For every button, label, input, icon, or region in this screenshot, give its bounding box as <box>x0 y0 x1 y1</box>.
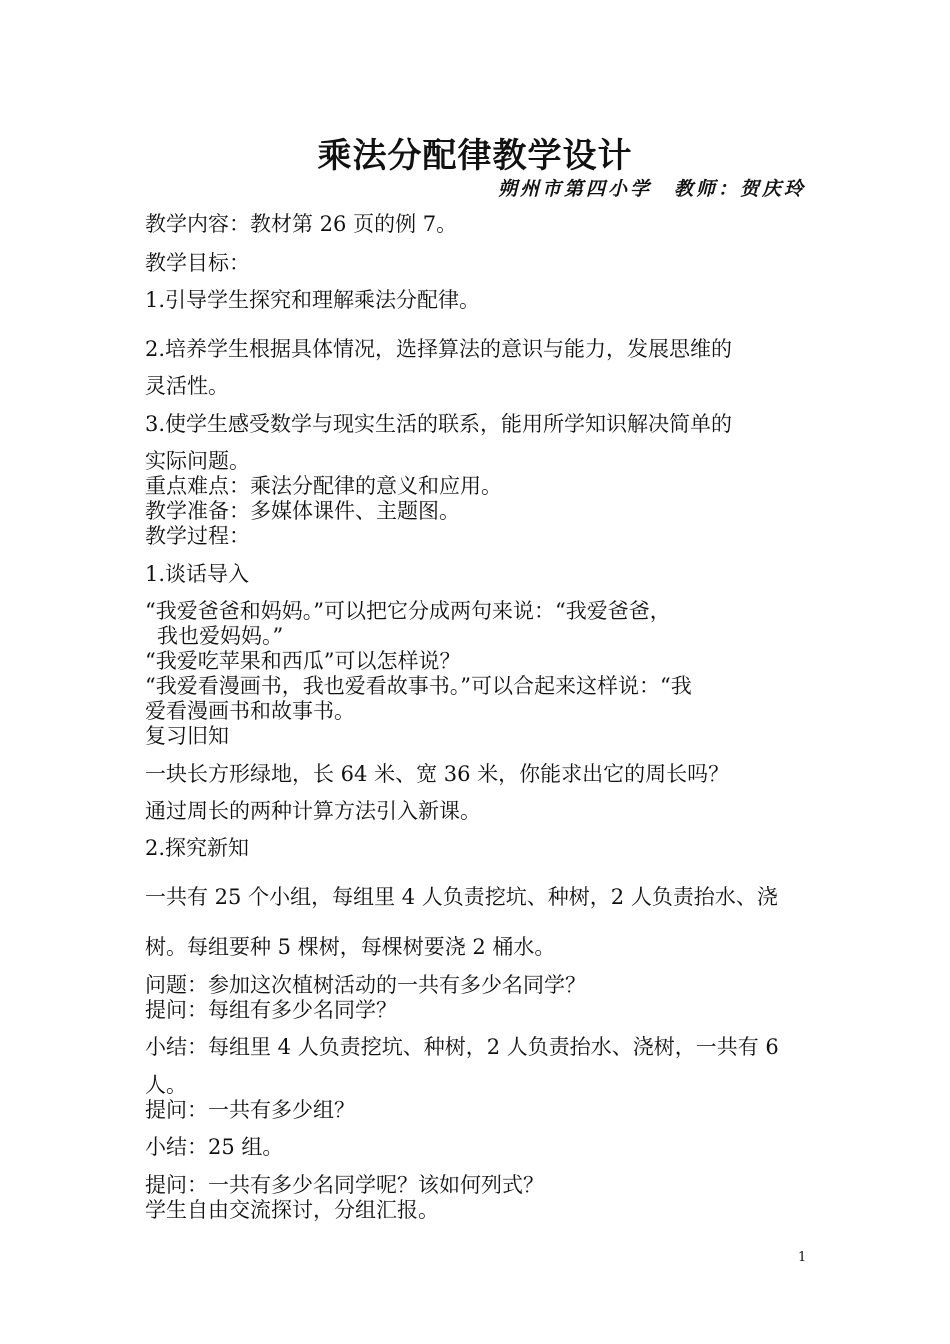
text-line: “我爱看漫画书，我也爱看故事书。”可以合起来这样说：“我 <box>145 674 692 698</box>
text-line: 小结：25 组。 <box>145 1135 284 1159</box>
text-line: 教学过程： <box>145 524 250 548</box>
text-line: 2.培养学生根据具体情况，选择算法的意识与能力，发展思维的 <box>145 337 733 361</box>
text-line: 教学目标： <box>145 251 250 275</box>
text-line: 一块长方形绿地，长 64 米、宽 36 米，你能求出它的周长吗？ <box>145 762 730 786</box>
text-line: 教学准备：多媒体课件、主题图。 <box>145 499 460 523</box>
text-line: 灵活性。 <box>145 374 229 398</box>
text-line: 提问：一共有多少组？ <box>145 1098 355 1122</box>
text-line: 学生自由交流探讨，分组汇报。 <box>145 1198 439 1222</box>
text-line: 人。 <box>145 1073 187 1097</box>
text-line: 1.谈话导入 <box>145 562 250 586</box>
text-line: 提问：每组有多少名同学？ <box>145 998 397 1022</box>
text-line: 小结：每组里 4 人负责挖坑、种树，2 人负责抬水、浇树，一共有 6 <box>145 1035 779 1059</box>
document-title: 乘法分配律教学设计 <box>317 136 633 176</box>
text-line: 1.引导学生探究和理解乘法分配律。 <box>145 288 481 312</box>
text-line: 通过周长的两种计算方法引入新课。 <box>145 799 481 823</box>
text-line: 问题：参加这次植树活动的一共有多少名同学？ <box>145 973 586 997</box>
page-number: 1 <box>798 1250 807 1265</box>
text-line: 3.使学生感受数学与现实生活的联系，能用所学知识解决简单的 <box>145 412 733 436</box>
text-line: 2.探究新知 <box>145 836 250 860</box>
text-line: 一共有 25 个小组，每组里 4 人负责挖坑、种树，2 人负责抬水、浇 <box>145 885 778 909</box>
text-line: 实际问题。 <box>145 449 250 473</box>
text-line: 我也爱妈妈。” <box>157 624 284 648</box>
text-line: 教学内容：教材第 26 页的例 7。 <box>145 212 458 236</box>
text-line: 爱看漫画书和故事书。 <box>145 699 355 723</box>
text-line: 复习旧知 <box>145 724 229 748</box>
text-line: 重点难点：乘法分配律的意义和应用。 <box>145 474 502 498</box>
text-line: “我爱吃苹果和西瓜”可以怎样说？ <box>145 649 461 673</box>
text-line: 树。每组要种 5 棵树，每棵树要浇 2 桶水。 <box>145 935 556 959</box>
text-line: “我爱爸爸和妈妈。”可以把它分成两句来说：“我爱爸爸， <box>145 599 671 623</box>
text-line: 提问：一共有多少名同学呢？该如何列式？ <box>145 1173 544 1197</box>
author-byline: 朔州市第四小学 教师：贺庆玲 <box>497 178 806 200</box>
